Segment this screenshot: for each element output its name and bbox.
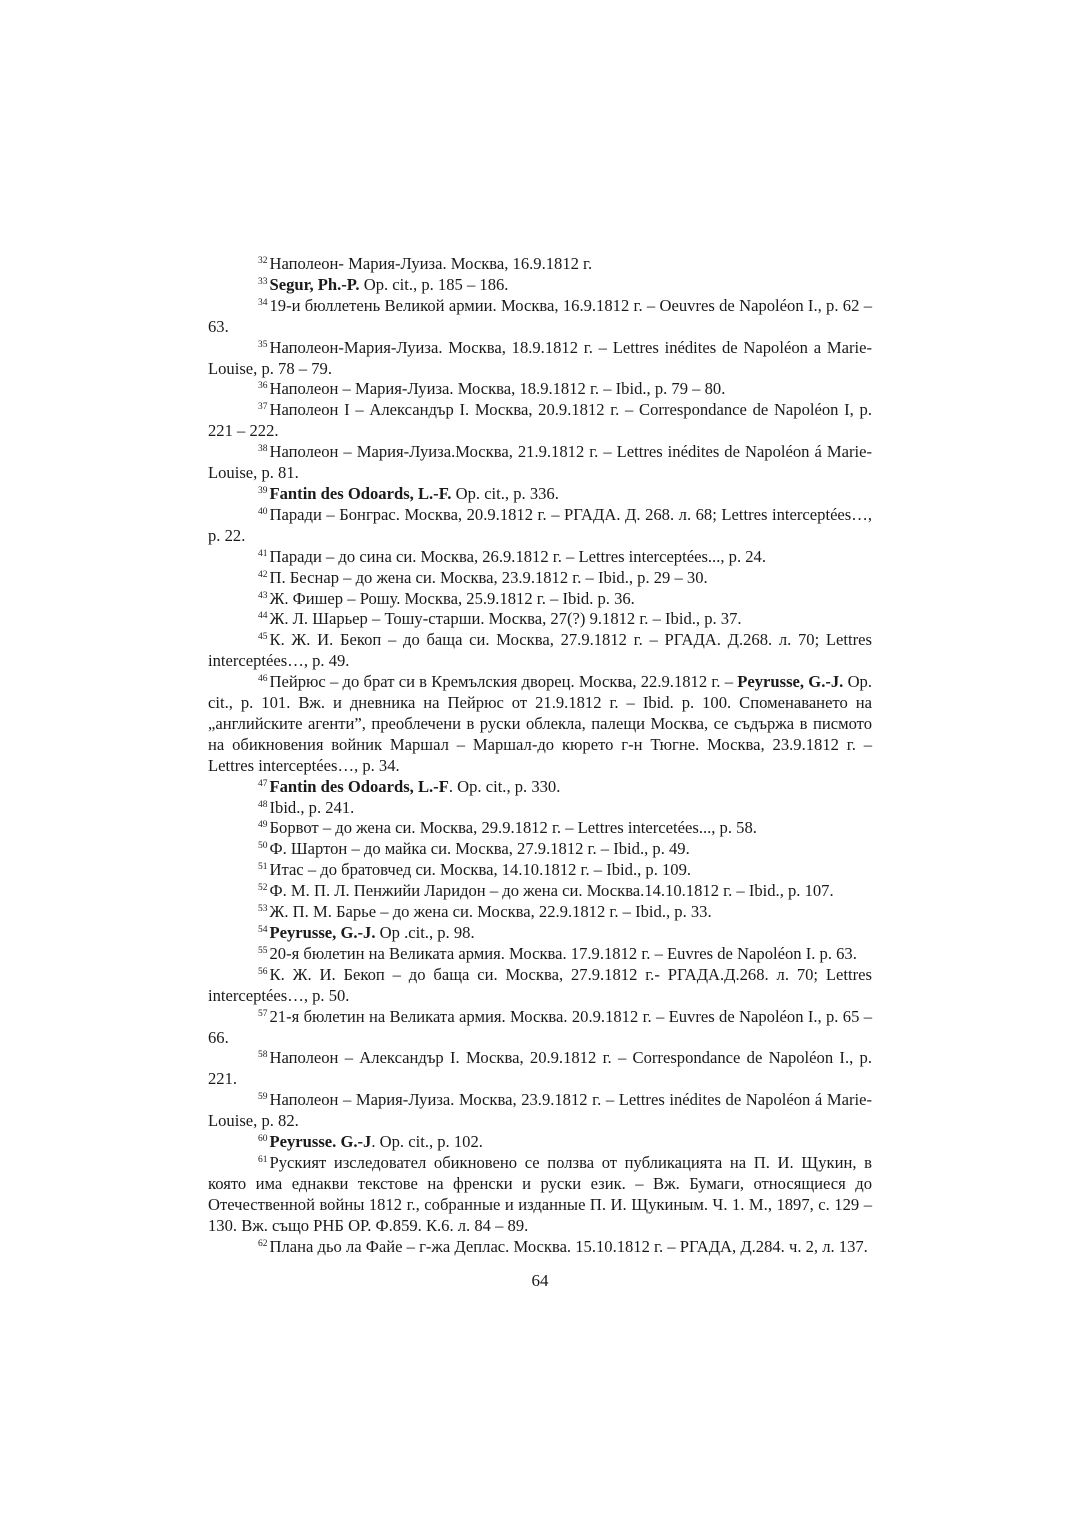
footnote-text: Наполеон- Мария-Луиза. Москва, 16.9.1812 г. bbox=[269, 254, 593, 273]
footnote-text: Паради – до сина си. Москва, 26.9.1812 г. – Lettres interceptées..., p. 24. bbox=[269, 546, 766, 566]
footnote bbox=[208, 860, 872, 881]
footnote bbox=[208, 547, 872, 568]
footnote-text: Ф. Шартон – до майка си. Москва, 27.9.1812 г. – Ibid., p. 49. bbox=[269, 839, 690, 859]
footnote bbox=[208, 568, 872, 589]
footnote-number: 55 bbox=[258, 945, 268, 956]
footnote-number: 41 bbox=[258, 548, 268, 559]
footnote-text: Наполеон – Мария-Луиза. Москва, 23.9.1812 г. – Lettres inédites de Napoléon á Marie-Louise, p. 82. bbox=[208, 1090, 872, 1131]
footnote bbox=[208, 1007, 872, 1049]
footnote-number: 60 bbox=[258, 1134, 268, 1145]
footnote-author: Peyrusse, G.-J. bbox=[269, 923, 376, 942]
footnote bbox=[208, 379, 872, 400]
footnote-text: Op .cit., p. 98. bbox=[375, 923, 475, 942]
footnote-number: 36 bbox=[258, 381, 268, 392]
footnote-text: Op. cit., p. 101. Вж. и дневника на Пейрюс от 21.9.1812 г. – Ibid. p. 100. Споменаването на „английските агенти”, преоблечени в руски облекла, палещи Москва, се съдържа в писмото на обикновения войник Маршал – Маршал-до кюрето г-н Тюгне. Москва, 23.9.1812 г. – Lettres interceptées…, p. 34. bbox=[208, 672, 872, 775]
footnote-text: Руският изследовател обикновено се ползва от публикацията на П. И. Щукин, в която има еднакви текстове на френски и руски език. – Вж. Бумаги, относящиеся до Отечественной войны 1812 г., собранные и изданные П. И. Щукиным. Ч. 1. М., 1897, с. 129 – 130. Вж. също РНБ ОР. Ф.859. К.6. л. 84 – 89. bbox=[208, 1152, 872, 1235]
footnote-number: 37 bbox=[258, 402, 268, 413]
footnote-text: 19-и бюллетень Великой армии. Москва, 16.9.1812 г. – Oeuvres de Napoléon I., p. 62 – 63. bbox=[208, 295, 872, 336]
footnote bbox=[208, 902, 872, 923]
footnote-number: 56 bbox=[258, 966, 268, 977]
footnote bbox=[208, 798, 872, 819]
footnote bbox=[208, 442, 872, 484]
footnote bbox=[208, 923, 872, 944]
footnote-number: 42 bbox=[258, 569, 268, 580]
footnote-text: Op. cit., p. 185 – 186. bbox=[359, 274, 509, 294]
footnote bbox=[208, 881, 872, 902]
footnote bbox=[208, 1153, 872, 1237]
footnote bbox=[208, 275, 872, 296]
footnote-text: Ж. Л. Шарьер – Тошу-старши. Москва, 27(?) 9.1812 г. – Ibid., p. 37. bbox=[269, 609, 742, 629]
footnote-author: Fantin des Odoards, L.-F. bbox=[269, 483, 452, 503]
footnote-text: Ж. Фишер – Рошу. Москва, 25.9.1812 г. – Ibid. p. 36. bbox=[269, 588, 635, 608]
footnote-number: 46 bbox=[258, 674, 268, 685]
footnote bbox=[208, 965, 872, 1007]
footnote-author: Peyrusse. G.-J bbox=[269, 1132, 372, 1152]
footnote bbox=[208, 254, 872, 275]
footnote bbox=[208, 672, 872, 777]
footnote-text: 20-я бюлетин на Великата армия. Москва. 17.9.1812 г. – Euvres de Napoléon I. p. 63. bbox=[269, 943, 857, 963]
footnote-number: 54 bbox=[258, 925, 268, 935]
footnote bbox=[208, 338, 872, 380]
footnote bbox=[208, 1090, 872, 1132]
page-number: 64 bbox=[531, 1271, 549, 1290]
footnote-number: 38 bbox=[258, 444, 268, 455]
footnote-text: Ж. П. М. Барье – до жена си. Москва, 22.9.1812 г. – Ibid., p. 33. bbox=[269, 902, 712, 922]
footnote-text: Ibid., p. 241. bbox=[269, 797, 355, 817]
footnote-number: 62 bbox=[258, 1238, 268, 1249]
footnote-number: 43 bbox=[258, 590, 268, 601]
footnote-number: 51 bbox=[258, 862, 268, 873]
footnote-number: 32 bbox=[258, 256, 268, 266]
footnote-author: Fantin des Odoards, L.-F bbox=[269, 776, 449, 796]
footnote-number: 57 bbox=[258, 1008, 268, 1019]
footnote-text: Пейрюс – до брат си в Кремълския дворец. Москва, 22.9.1812 г. – bbox=[269, 672, 738, 692]
footnote-number: 48 bbox=[258, 799, 268, 810]
footnotes-list bbox=[208, 254, 872, 1258]
footnote bbox=[208, 1237, 872, 1258]
footnote-text: Паради – Бонграс. Москва, 20.9.1812 г. – РГАДА. Д. 268. л. 68; Lettres interceptées…, p. 22. bbox=[208, 504, 872, 545]
footnote-number: 52 bbox=[258, 883, 268, 894]
footnote bbox=[208, 1132, 872, 1153]
footnote-number: 44 bbox=[258, 611, 268, 622]
footnote-number: 35 bbox=[258, 339, 268, 350]
footnote-text: . Op. cit., p. 330. bbox=[448, 776, 561, 796]
footnote bbox=[208, 818, 872, 839]
footnote-number: 53 bbox=[258, 904, 268, 915]
footnote-number: 58 bbox=[258, 1050, 268, 1061]
footnote-number: 39 bbox=[258, 485, 268, 496]
footnote-text: Наполеон-Мария-Луиза. Москва, 18.9.1812 г. – Lettres inédites de Napoléon a Marie-Louise, p. 78 – 79. bbox=[208, 337, 872, 378]
footnote-number: 47 bbox=[258, 778, 268, 789]
footnote-text: Наполеон – Мария-Луиза. Москва, 18.9.1812 г. – Ibid., p. 79 – 80. bbox=[269, 379, 726, 399]
footnote bbox=[208, 777, 872, 798]
footnote-text: К. Ж. И. Бекоп – до баща си. Москва, 27.9.1812 г. – РГАДА. Д.268. л. 70; Lettres interceptées…, p. 49. bbox=[208, 630, 872, 671]
footnote-text: Ф. М. П. Л. Пенжийи Ларидон – до жена си. Москва.14.10.1812 г. – Ibid., p. 107. bbox=[269, 881, 834, 901]
footnote-number: 61 bbox=[258, 1154, 268, 1165]
footnote-text: Борвот – до жена си. Москва, 29.9.1812 г. – Lettres intercetées..., p. 58. bbox=[269, 818, 757, 838]
footnote-number: 49 bbox=[258, 820, 268, 831]
footnote-text: К. Ж. И. Бекоп – до баща си. Москва, 27.9.1812 г.- РГАДА.Д.268. л. 70; Lettres interceptées…, p. 50. bbox=[208, 964, 872, 1005]
footnote bbox=[208, 296, 872, 338]
footnote bbox=[208, 839, 872, 860]
footnote-number: 40 bbox=[258, 506, 268, 517]
footnote bbox=[208, 505, 872, 547]
footnote-text: Наполеон I – Александър I. Москва, 20.9.1812 г. – Correspondance de Napoléon I, p. 221 – 222. bbox=[208, 400, 872, 441]
footnote-number: 34 bbox=[258, 297, 268, 308]
footnote-text: Наполеон – Александър I. Москва, 20.9.1812 г. – Correspondance de Napoléon I., p. 221. bbox=[208, 1048, 872, 1089]
footnote bbox=[208, 609, 872, 630]
footnote bbox=[208, 944, 872, 965]
footnote-text: П. Беснар – до жена си. Москва, 23.9.1812 г. – Ibid., p. 29 – 30. bbox=[269, 567, 708, 587]
footnote-text: . Op. cit., p. 102. bbox=[371, 1132, 483, 1152]
footnote bbox=[208, 400, 872, 442]
footnote bbox=[208, 630, 872, 672]
footnote-author: Peyrusse, G.-J. bbox=[737, 672, 844, 692]
footnote-text: Op. cit., p. 336. bbox=[451, 483, 559, 503]
footnote-text: Плана дьо ла Файе – г-жа Деплас. Москва. 15.10.1812 г. – РГАДА, Д.284. ч. 2, л. 137. bbox=[269, 1236, 868, 1256]
footnote-number: 50 bbox=[258, 841, 268, 852]
footnote-author: Segur, Ph.-P. bbox=[269, 274, 360, 294]
footnote-number: 33 bbox=[258, 276, 268, 287]
footnote-text: 21-я бюлетин на Великата армия. Москва. 20.9.1812 г. – Euvres de Napoléon I., p. 65 – 66. bbox=[208, 1006, 872, 1047]
footnote-text: Наполеон – Мария-Луиза.Москва, 21.9.1812 г. – Lettres inédites de Napoléon á Marie-Louise, p. 81. bbox=[208, 442, 872, 483]
footnote bbox=[208, 589, 872, 610]
footnote bbox=[208, 1048, 872, 1090]
footnote-text: Итас – до братовчед си. Москва, 14.10.1812 г. – Ibid., p. 109. bbox=[269, 860, 692, 880]
footnote-number: 59 bbox=[258, 1092, 268, 1103]
footnote-number: 45 bbox=[258, 632, 268, 643]
footnote bbox=[208, 484, 872, 505]
